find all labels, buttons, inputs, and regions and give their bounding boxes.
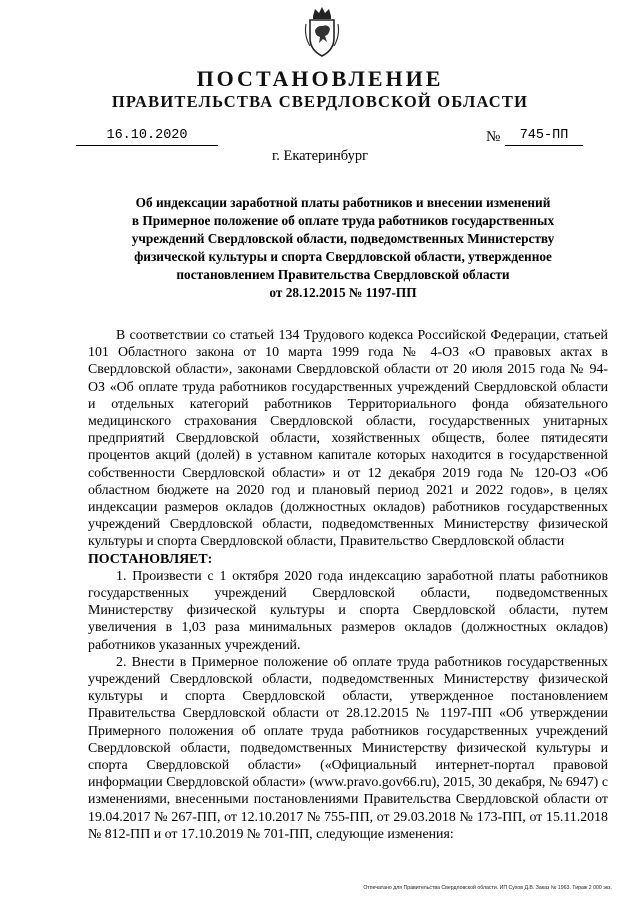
document-body bbox=[88, 327, 608, 843]
item-2-paragraph: 2. Внести в Примерное положение об оплате труда работников государственных учреждений Свердловской области, подведомственных Министерству физической культуры и спорта Свердловской области, утвержденное постановлением Правительства Свердловской области от 28.12.2015 № 1197-ПП «Об утверждении Примерного положения об оплате труда работников государственных учреждений Свердловской области, подведомственных Министерству физической культуры и спорта Свердловской области» («Официальный интернет-портал правовой информации Свердловской области» (www.pravo.gov66.ru), 2015, 30 декабря, № 6947) с изменениями, внесенными постановлениями Правительства Свердловской области от 19.04.2017 № 267-ПП, от 12.10.2017 № 755-ПП, от 29.03.2018 № 173-ПП, от 15.11.2018 № 812-ПП и от 17.10.2019 № 701-ПП, следующие изменения: bbox=[88, 654, 608, 842]
heading-line: от 28.12.2015 № 1197-ПП bbox=[269, 285, 417, 300]
decree-word: ПОСТАНОВЛЯЕТ: bbox=[88, 551, 213, 567]
document-heading bbox=[96, 194, 590, 302]
number-label: № bbox=[486, 129, 501, 145]
heading-line: физической культуры и спорта Свердловской области, утвержденное bbox=[134, 249, 552, 264]
preamble-paragraph: В соответствии со статьей 134 Трудового кодекса Российской Федерации, статьей 101 Областного закона от 10 марта 1999 года № 4-ОЗ «О правовых актах в Свердловской области», законами Свердловской области от 20 июля 2015 года № 94-ОЗ «Об оплате труда работников государственных учреждений Свердловской области и отдельных категорий работников Территориального фонда обязательного медицинского страхования Свердловской области, государственных унитарных предприятий Свердловской области, хозяйственных обществ, более пятидесяти процентов акций (долей) в уставном капитале которых находится в государственной собственности Свердловской области» и от 12 декабря 2019 года № 120-ОЗ «Об областном бюджете на 2020 год и плановый период 2021 и 2022 годов», в целях индексации размеров окладов (должностных окладов) работников государственных учреждений Свердловской области, подведомственных Министерству физической культуры и спорта Свердловской области, Правительство Свердловской области bbox=[88, 328, 608, 550]
heading-line: учреждений Свердловской области, подведомственных Министерству bbox=[131, 231, 555, 246]
item-1-paragraph: 1. Произвести с 1 октября 2020 года индексацию заработной платы работников государственных учреждений Свердловской области, подведомственных Министерству физической культуры и спорта Свердловской области, путем увеличения в 1,03 раза минимальных размеров окладов (должностных окладов) работников указанных учреждений. bbox=[88, 568, 608, 653]
document-subtitle: ПРАВИТЕЛЬСТВА СВЕРДЛОВСКОЙ ОБЛАСТИ bbox=[111, 92, 529, 111]
heading-line: в Примерное положение об оплате труда работников государственных bbox=[131, 213, 555, 228]
heading-line: постановлением Правительства Свердловской области bbox=[176, 267, 510, 282]
document-date: 16.10.2020 bbox=[76, 126, 218, 146]
print-footer: Отпечатано для Правительства Свердловской области. ИП Сухов Д.В. Заказ № 1963. Тираж 2 000 экз. bbox=[363, 885, 612, 891]
document-city: г. Екатеринбург bbox=[271, 148, 369, 164]
heading-line: Об индексации заработной платы работников и внесении изменений bbox=[135, 195, 551, 210]
document-number: 745-ПП bbox=[505, 126, 583, 146]
coat-of-arms-icon bbox=[302, 6, 342, 58]
document-title: ПОСТАНОВЛЕНИЕ bbox=[196, 66, 444, 91]
